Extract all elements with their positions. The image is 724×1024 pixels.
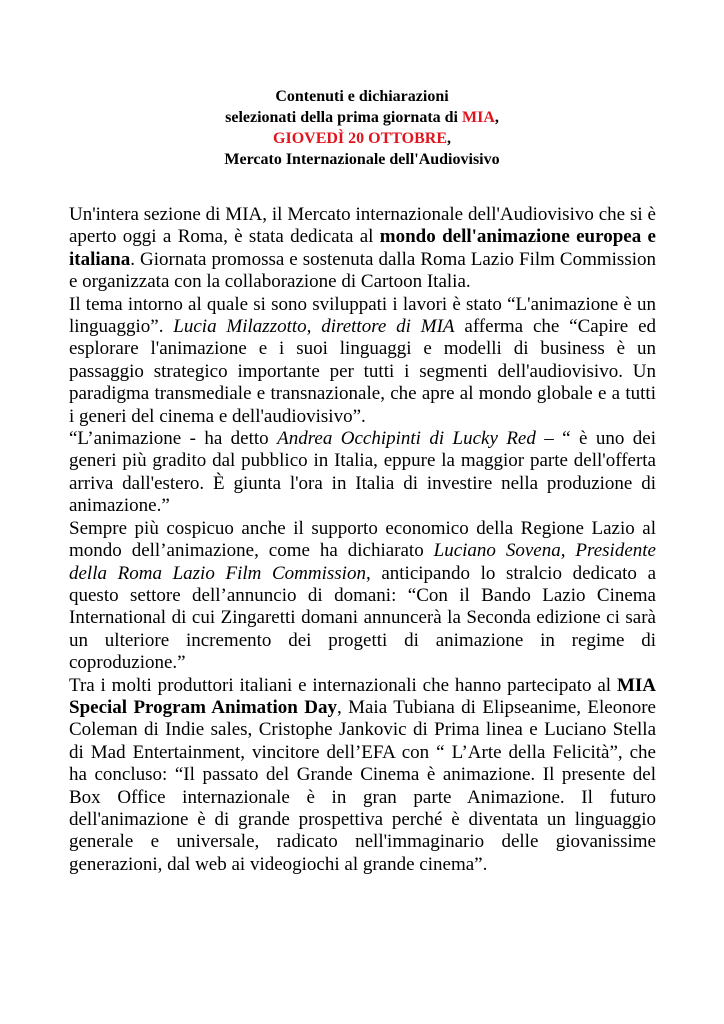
header-date [0,128,724,149]
header-date-text: GIOVEDÌ 20 OTTOBRE [273,130,447,147]
p3-italic: Andrea Occhipinti di Lucky Red [277,428,536,450]
paragraph-2 [69,294,656,428]
p1-bold: mondo dell'animazione europea e italiana [69,226,656,270]
p4-text-2: , anticipando lo stralcio dedicato a questo settore dell’annuncio di domani: “Con il Bando Lazio Cinema International di cui Zingaretti domani annuncerà la Seconda edizione ci sarà un ulteriore incremento dei progetti di animazione in regime di coproduzione.” [69,562,656,674]
header-title: Contenuti e dichiarazioni [275,88,449,105]
p5-text-1: Tra i molti produttori italiani e internazionali che hanno partecipato al [69,674,617,696]
p2-italic: Lucia Milazzotto, direttore di MIA [173,316,455,338]
paragraph-4 [69,518,656,675]
header-subtitle [0,107,724,128]
header-subtitle-text: selezionati della prima giornata di [225,109,462,126]
p4-text-1: Sempre più cospicuo anche il supporto economico della Regione Lazio al mondo dell’animazione, come ha dichiarato [69,517,656,562]
p1-text-2: . Giornata promossa e sostenuta dalla Roma Lazio Film Commission e organizzata con la collaborazione di Cartoon Italia. [69,248,656,293]
p1-text-1: Un'intera sezione di MIA, il Mercato internazionale dell'Audiovisivo che si è aperto oggi a Roma, è stata dedicata al [69,204,656,248]
p2-text-2: afferma che “Capire ed esplorare l'animazione e i suoi linguaggi e modelli di business è un passaggio strategico importante per tutti i segmenti dell'audiovisivo. Un paradigma transmediale e transnazionale, che apre al mondo globale e a tutti i generi del cinema e dell'audiovisivo”. [69,316,657,427]
p5-bold: MIA Special Program Animation Day [69,674,656,718]
p4-italic: Luciano Sovena, Presidente della Roma Lazio Film Commission [69,540,656,584]
header-date-comma: , [446,130,451,147]
p2-text-1: Il tema intorno al quale si sono sviluppati i lavori è stato “L'animazione è un linguaggio”. [69,293,656,338]
article-body [69,204,656,876]
paragraph-3 [69,428,656,518]
header-mia: MIA [461,109,495,126]
header-comma: , [494,109,499,126]
paragraph-1 [69,204,656,294]
paragraph-5 [69,675,656,877]
header-event: Mercato Internazionale dell'Audiovisivo [224,151,500,168]
p5-text-2: , Maia Tubiana di Elipseanime, Eleonore Coleman di Indie sales, Cristophe Jankovic di Prima linea e Luciano Stella di Mad Entertainment, vincitore dell’EFA con “ L’Arte della Felicità”, che ha concluso: “Il passato del Grande Cinema è animazione. Il presente del Box Office internazionale è in gran parte Animazione. Il futuro dell'animazione è di grande prospettiva perché è diventata un linguaggio generale e universale, radicato nell'immaginario delle giovanissime generazioni, dal web ai videogiochi al grande cinema”. [69,696,656,875]
p3-text-2: – “ è uno dei generi più gradito dal pubblico in Italia, eppure la maggior parte dell'offerta arriva dall'estero. È giunta l'ora in Italia di investire nella produzione di animazione.” [69,428,656,517]
document-header [0,86,724,170]
p3-text-1: “L’animazione - ha detto [69,428,278,450]
